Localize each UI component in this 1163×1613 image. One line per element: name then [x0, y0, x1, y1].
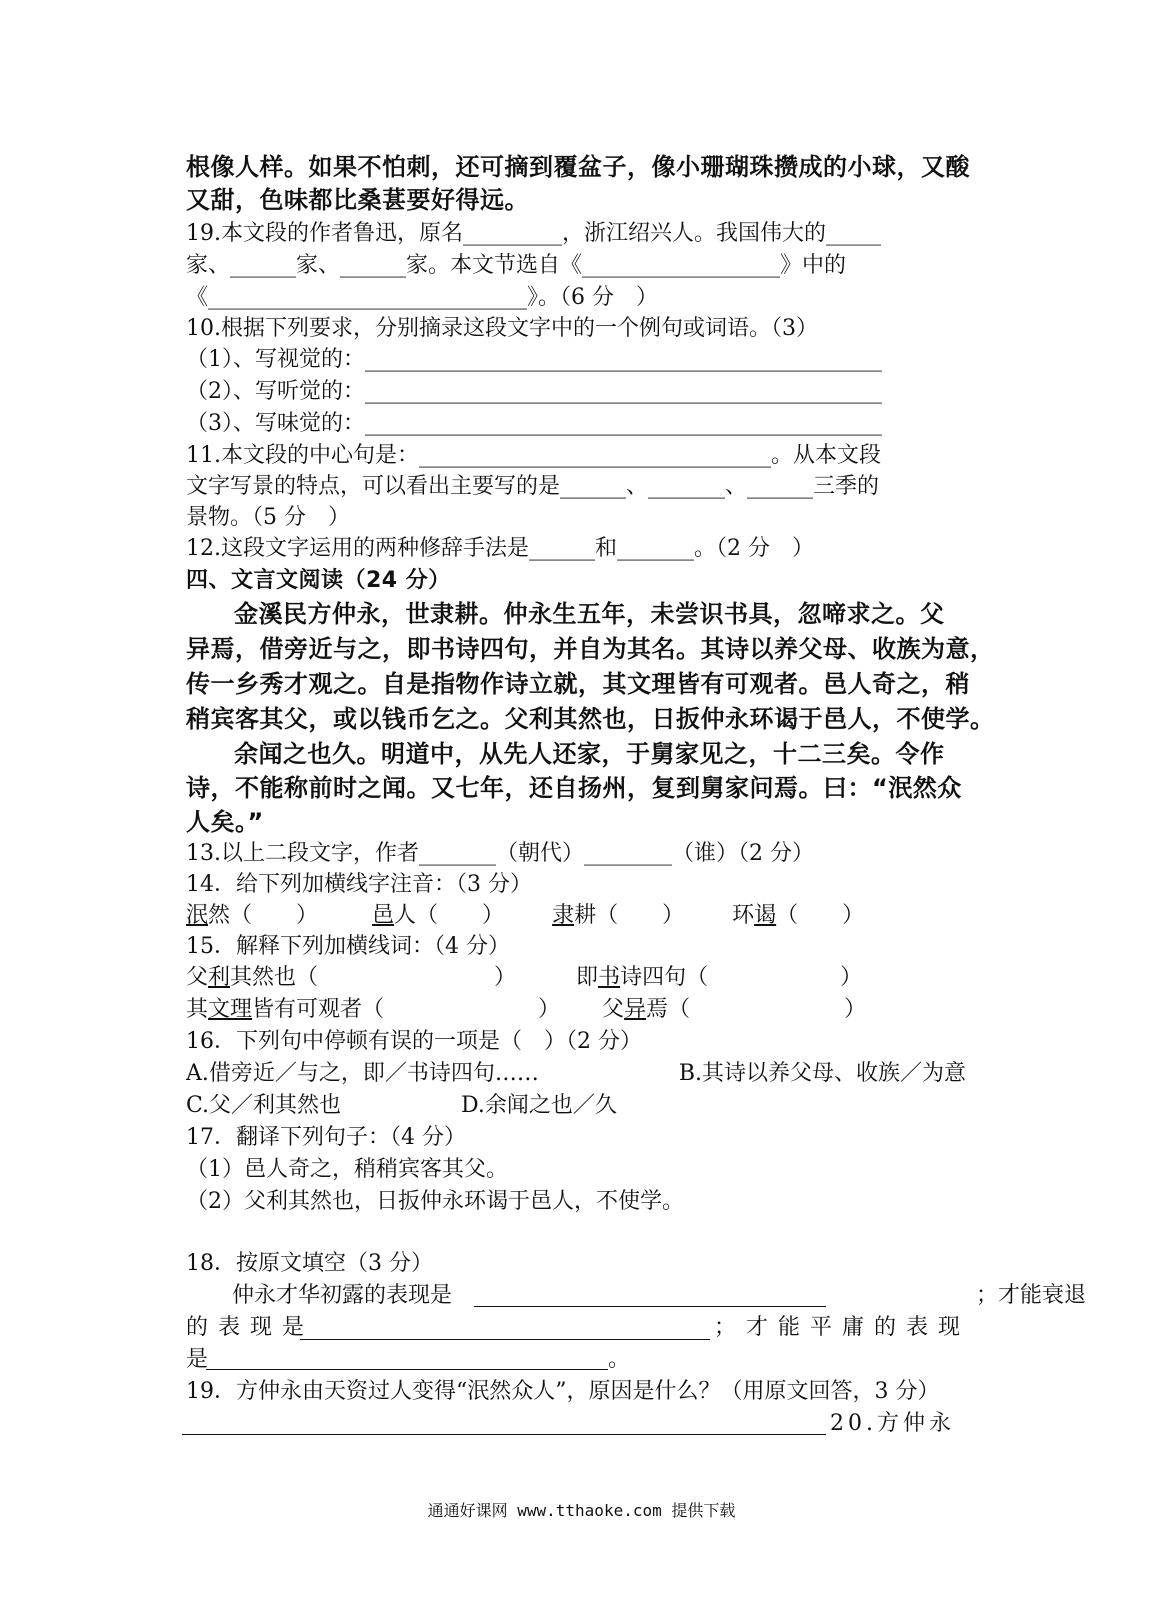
underlined-char: 泯 — [186, 903, 209, 928]
underlined-char: 邑 — [372, 903, 395, 928]
question-18-stem: 18．按原文填空（3 分） — [186, 1251, 433, 1276]
option-a: A.借旁近／与之，即／书诗四句…… — [186, 1061, 539, 1086]
question-16-stem: 16．下列句中停顿有误的一项是（ ）（2 分） — [186, 1029, 642, 1054]
footer-text: 通通好课网 www.tthaoke.com 提供下载 — [427, 1501, 736, 1520]
option-b: B.其诗以养父母、收族／为意 — [678, 1061, 966, 1086]
question-16-options-cd — [186, 1090, 966, 1122]
question-14-items: 泯然（ ） 邑人（ ） 隶耕（ ） 环谒（ ） — [186, 903, 865, 928]
classical-passage-line: 金溪民方仲永，世隶耕。仲永生五年，未尝识书具，忽啼求之。父 — [234, 600, 945, 628]
answer-blank — [474, 1306, 826, 1307]
underlined-char: 谒 — [754, 903, 777, 928]
question-11-line: 文字写景的特点，可以看出主要写的是______、_______、______三季的 — [186, 474, 880, 499]
question-13: 13.以上二段文字，作者_______（朝代）________（谁）（2 分） — [186, 841, 814, 866]
question-17-sentence: （2）父利其然也，日扳仲永环谒于邑人，不使学。 — [186, 1189, 684, 1214]
option-c: C.父／利其然也 — [186, 1093, 342, 1118]
question-10-item: （1）、写视觉的：_______________________________________________ — [186, 347, 882, 372]
question-11-line: 11.本文段的中心句是：________________________________。从本文段 — [186, 443, 881, 468]
question-18-line: 的表现是 ；才能平庸的表现 — [186, 1315, 971, 1340]
question-19b-stem: 19．方仲永由天资过人变得“泯然众人”，原因是什么？（用原文回答，3 分） — [186, 1379, 940, 1404]
question-10-item: （3）、写味觉的：_______________________________________________ — [186, 411, 882, 436]
question-17-sentence: （1）邑人奇之，稍稍宾客其父。 — [186, 1157, 508, 1182]
classical-passage-line: 余闻之也久。明道中，从先人还家，于舅家见之，十二三矣。令作 — [234, 740, 945, 768]
question-18-line: 仲永才华初露的表现是 ；才能衰退 — [232, 1283, 1087, 1308]
option-d: D.余闻之也／久 — [461, 1093, 617, 1118]
question-11-line: 景物。（5 分 ） — [186, 505, 350, 530]
question-15-row: 父利其然也（ ） 即书诗四句（ ） — [186, 965, 863, 990]
underlined-char: 隶 — [552, 903, 575, 928]
question-17-stem: 17．翻译下列句子：（4 分） — [186, 1125, 466, 1150]
question-14-stem: 14．给下列加横线字注音：（3 分） — [186, 872, 532, 897]
underlined-word: 文理 — [208, 997, 253, 1022]
classical-passage-line: 稍宾客其父，或以钱币乞之。父利其然也，日扳仲永环谒于邑人，不使学。 — [186, 705, 995, 733]
question-10-stem: 10.根据下列要求，分别摘录这段文字中的一个例句或词语。（3） — [186, 316, 818, 341]
question-19a-line: 19.本文段的作者鲁迅，原名_________，浙江绍兴人。我国伟大的_____ — [186, 221, 881, 246]
question-16-options-ab — [186, 1058, 966, 1090]
underlined-char: 书 — [598, 965, 621, 990]
answer-blank — [206, 1369, 608, 1370]
answer-blank — [300, 1339, 710, 1340]
section-heading: 四、文言文阅读（24 分） — [186, 568, 451, 593]
answer-blank — [182, 1434, 826, 1435]
passage-line: 根像人样。如果不怕刺，还可摘到覆盆子，像小珊瑚珠攒成的小球，又酸 — [186, 153, 970, 181]
question-15-row: 其文理皆有可观者（ ） 父异焉（ ） — [186, 997, 867, 1022]
question-19a-line: 《_____________________________》。（6 分 ） — [186, 285, 658, 310]
question-19a-line: 家、______家、______家。本文节选自《__________________》中的 — [186, 253, 847, 278]
classical-passage-line: 异焉，借旁近与之，即书诗四句，并自为其名。其诗以养父母、收族为意， — [186, 635, 995, 663]
question-10-item: （2）、写听觉的：_______________________________________________ — [186, 379, 882, 404]
exam-page: 根像人样。如果不怕刺，还可摘到覆盆子，像小珊瑚珠攒成的小球，又酸 又甜，色味都比桑葚要好得远。 19.本文段的作者鲁迅，原名_________，浙江绍兴人。我国伟大的_____ 家、______家、______家。本文节选自《__________________》中的 《_____________________________》。（6 分 ） 10.根据下列要求，分别摘录这段文字中的一个例句或词语。（3） （1）、写视觉的：_______________________________________________ （2）、写听觉的：_______________________________________________ （3）、写味觉的：_______________________________________________ 11.本文段的中心句是：________________________________。从本文段 文字写景的特点，可以看出主要写的是______、_______、______三季的 景物。（5 分 ） 12.这段文字运用的两种修辞手法是______和_______。（2 分 ） 四、文言文阅读（24 分） 金溪民方仲永，世隶耕。仲永生五年，未尝识书具，忽啼求之。父 异焉，借旁近与之，即书诗四句，并自为其名。其诗以养父母、收族为意， 传一乡秀才观之。自是指物作诗立就，其文理皆有可观者。邑人奇之，稍 稍宾客其父，或以钱币乞之。父利其然也，日扳仲永环谒于邑人，不使学。 余闻之也久。明道中，从先人还家，于舅家见之，十二三矣。令作 诗，不能称前时之闻。又七年，还自扬州，复到舅家问焉。曰：“泯然众 人矣。” 13.以上二段文字，作者_______（朝代）________（谁）（2 分） 14．给下列加横线字注音：（3 分） 泯然（ ） 邑人（ ） 隶耕（ ） 环谒（ ） 15．解释下列加横线词：（4 分） 父利其然也（ ） 即书诗四句（ ） 其文理皆有可观者（ ） 父异焉（ ） 16．下列句中停顿有误的一项是（ ）（2 分） A.借旁近／与之，即／书诗四句…… B.其诗以养父母、收族／为意 C.父／利其然也 D.余闻之也／久 17．翻译下列句子：（4 分） （1）邑人奇之，稍稍宾客其父。 （2）父利其然也，日扳仲永环谒于邑人，不使学。 18．按原文填空（3 分） 仲永才华初露的表现是 ；才能衰退 的表现是 ；才能平庸的表现 是 。 19．方仲永由天资过人变得“泯然众人”，原因是什么？（用原文回答，3 分） 20.方仲永 通通好课网 www.tthaoke.com 提供下载 — [0, 0, 1163, 1613]
passage-line: 又甜，色味都比桑葚要好得远。 — [186, 186, 529, 214]
underlined-char: 异 — [624, 997, 647, 1022]
question-12: 12.这段文字运用的两种修辞手法是______和_______。（2 分 ） — [186, 536, 814, 561]
underlined-char: 利 — [208, 965, 231, 990]
classical-passage-line: 传一乡秀才观之。自是指物作诗立就，其文理皆有可观者。邑人奇之，稍 — [186, 670, 970, 698]
question-18-line: 是 。 — [186, 1347, 631, 1372]
classical-passage-line: 诗，不能称前时之闻。又七年，还自扬州，复到舅家问焉。曰：“泯然众 — [186, 774, 962, 802]
question-15-stem: 15．解释下列加横线词：（4 分） — [186, 934, 510, 959]
classical-passage-line: 人矣。” — [186, 808, 264, 836]
